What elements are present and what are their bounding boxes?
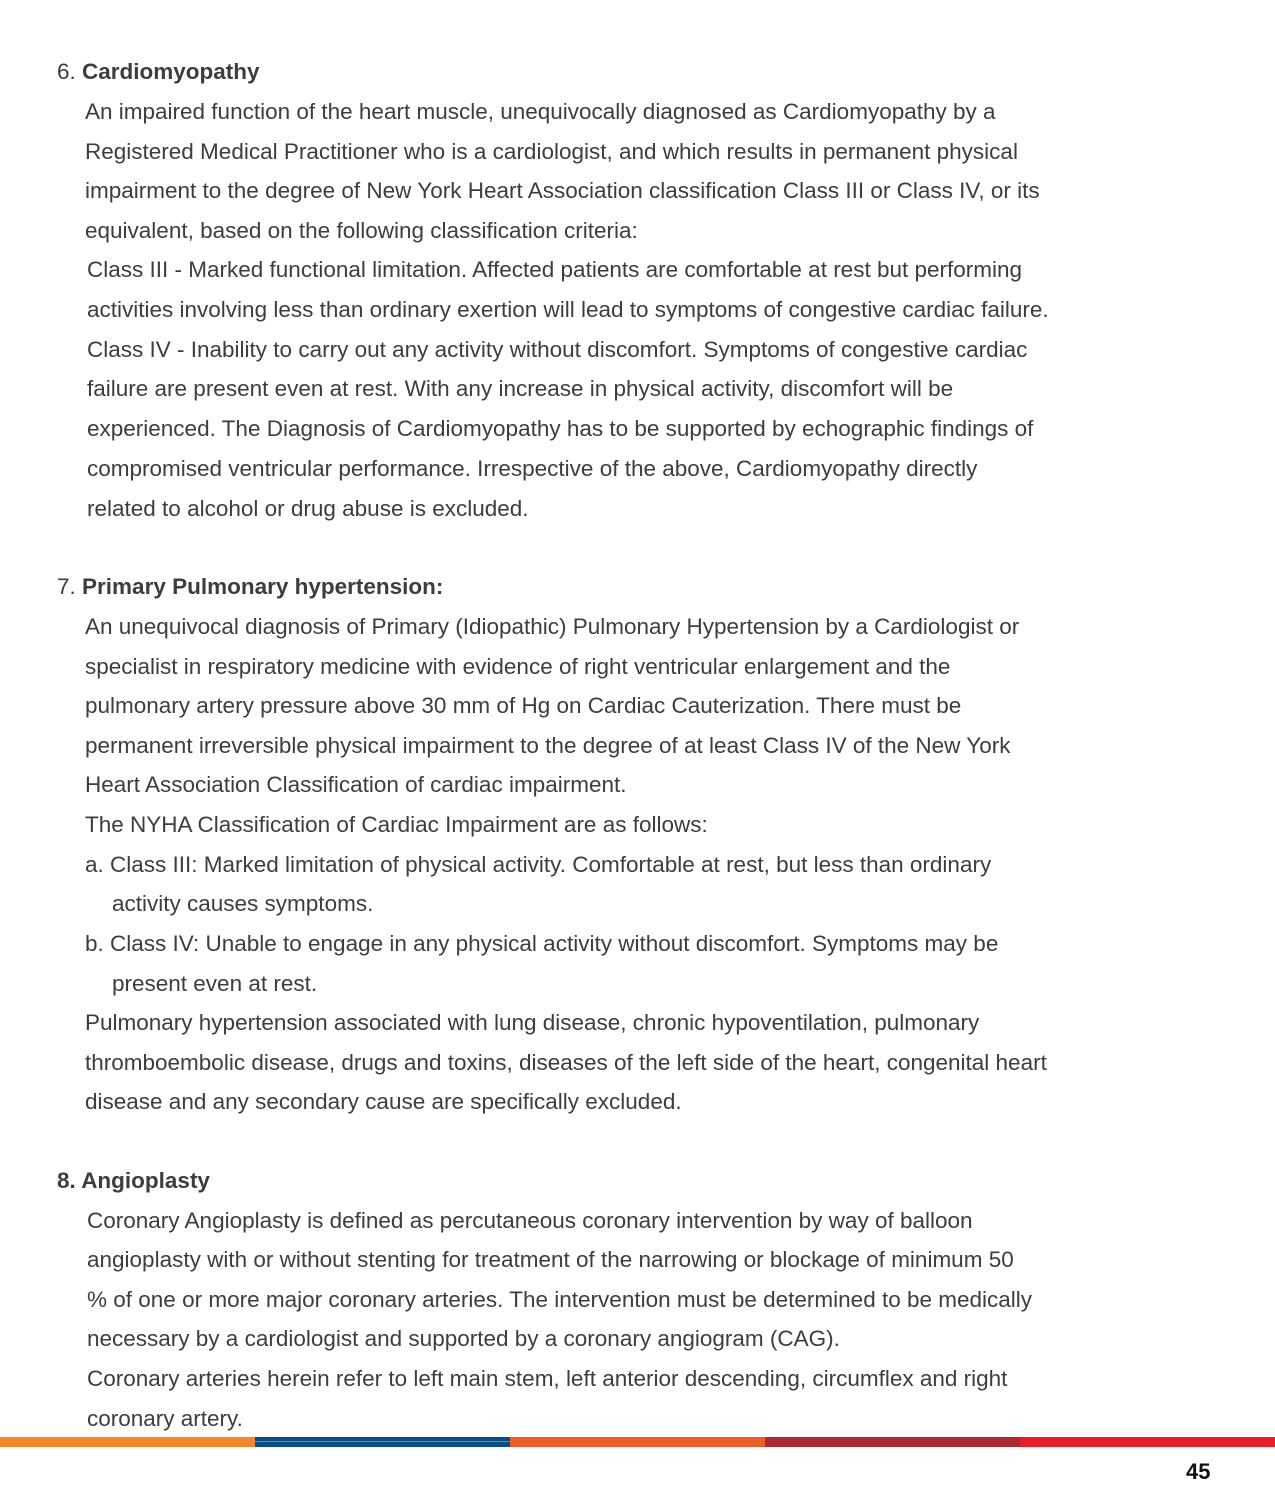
body-line: coronary artery. xyxy=(87,1406,243,1431)
body-line: angioplasty with or without stenting for treatment of the narrowing or blockage of minimum 50 xyxy=(87,1247,1014,1272)
bar-segment-orange-red xyxy=(510,1437,765,1447)
body-line: Pulmonary hypertension associated with lung disease, chronic hypoventilation, pulmonary xyxy=(85,1010,980,1035)
section-number: 7. xyxy=(57,574,76,599)
body-line: compromised ventricular performance. Irrespective of the above, Cardiomyopathy directly xyxy=(87,456,978,481)
section-number: 8. xyxy=(57,1168,76,1193)
list-item-b: b. Class IV: Unable to engage in any physical activity without discomfort. Symptoms may be xyxy=(85,931,999,956)
body-line: activities involving less than ordinary exertion will lead to symptoms of congestive cardiac failure. xyxy=(87,297,1049,322)
body-line: An impaired function of the heart muscle, unequivocally diagnosed as Cardiomyopathy by a xyxy=(85,99,996,124)
body-line: experienced. The Diagnosis of Cardiomyopathy has to be supported by echographic findings of xyxy=(87,416,1034,441)
body-line: Class IV - Inability to carry out any activity without discomfort. Symptoms of congestive cardiac xyxy=(87,337,1028,362)
body-line: The NYHA Classification of Cardiac Impairment are as follows: xyxy=(85,812,708,837)
body-line: failure are present even at rest. With any increase in physical activity, discomfort will be xyxy=(87,376,954,401)
section-title: Primary Pulmonary hypertension: xyxy=(82,574,444,599)
footer-color-bar xyxy=(0,1437,1275,1447)
body-line: % of one or more major coronary arteries. The intervention must be determined to be medically xyxy=(87,1287,1033,1312)
body-line: pulmonary artery pressure above 30 mm of Hg on Cardiac Cauterization. There must be xyxy=(85,693,962,718)
bar-segment-dark-red xyxy=(765,1437,1020,1447)
body-line: thromboembolic disease, drugs and toxins, diseases of the left side of the heart, congenital heart xyxy=(85,1050,1047,1075)
body-line: disease and any secondary cause are specifically excluded. xyxy=(85,1089,682,1114)
body-line: specialist in respiratory medicine with evidence of right ventricular enlargement and the xyxy=(85,654,951,679)
body-line: Coronary arteries herein refer to left main stem, left anterior descending, circumflex and right xyxy=(87,1366,1008,1391)
body-line: impairment to the degree of New York Heart Association classification Class III or Class IV, or its xyxy=(85,178,1040,203)
section-6-heading xyxy=(57,58,260,86)
section-8-heading xyxy=(57,1167,210,1195)
body-line: Coronary Angioplasty is defined as percutaneous coronary intervention by way of balloon xyxy=(87,1208,973,1233)
body-line: Registered Medical Practitioner who is a cardiologist, and which results in permanent physical xyxy=(85,139,1018,164)
bar-segment-orange xyxy=(0,1437,255,1447)
body-line: Heart Association Classification of cardiac impairment. xyxy=(85,772,627,797)
body-line: An unequivocal diagnosis of Primary (Idiopathic) Pulmonary Hypertension by a Cardiologist or xyxy=(85,614,1020,639)
page-number: 45 xyxy=(1186,1459,1211,1484)
list-item-a: a. Class III: Marked limitation of physical activity. Comfortable at rest, but less than ordinary xyxy=(85,852,992,877)
section-number: 6. xyxy=(57,59,76,84)
body-line: necessary by a cardiologist and supported by a coronary angiogram (CAG). xyxy=(87,1326,840,1351)
body-line: related to alcohol or drug abuse is excluded. xyxy=(87,496,529,521)
section-title: Cardiomyopathy xyxy=(82,59,260,84)
section-7-heading xyxy=(57,573,443,601)
body-line: permanent irreversible physical impairment to the degree of at least Class IV of the New York xyxy=(85,733,1011,758)
list-item-b-cont: present even at rest. xyxy=(112,971,318,996)
bar-segment-navy xyxy=(255,1437,510,1447)
body-line: equivalent, based on the following classification criteria: xyxy=(85,218,638,243)
bar-segment-red xyxy=(1020,1437,1275,1447)
body-line: Class III - Marked functional limitation. Affected patients are comfortable at rest but performing xyxy=(87,257,1023,282)
section-title: Angioplasty xyxy=(81,1168,210,1193)
list-item-a-cont: activity causes symptoms. xyxy=(112,891,374,916)
